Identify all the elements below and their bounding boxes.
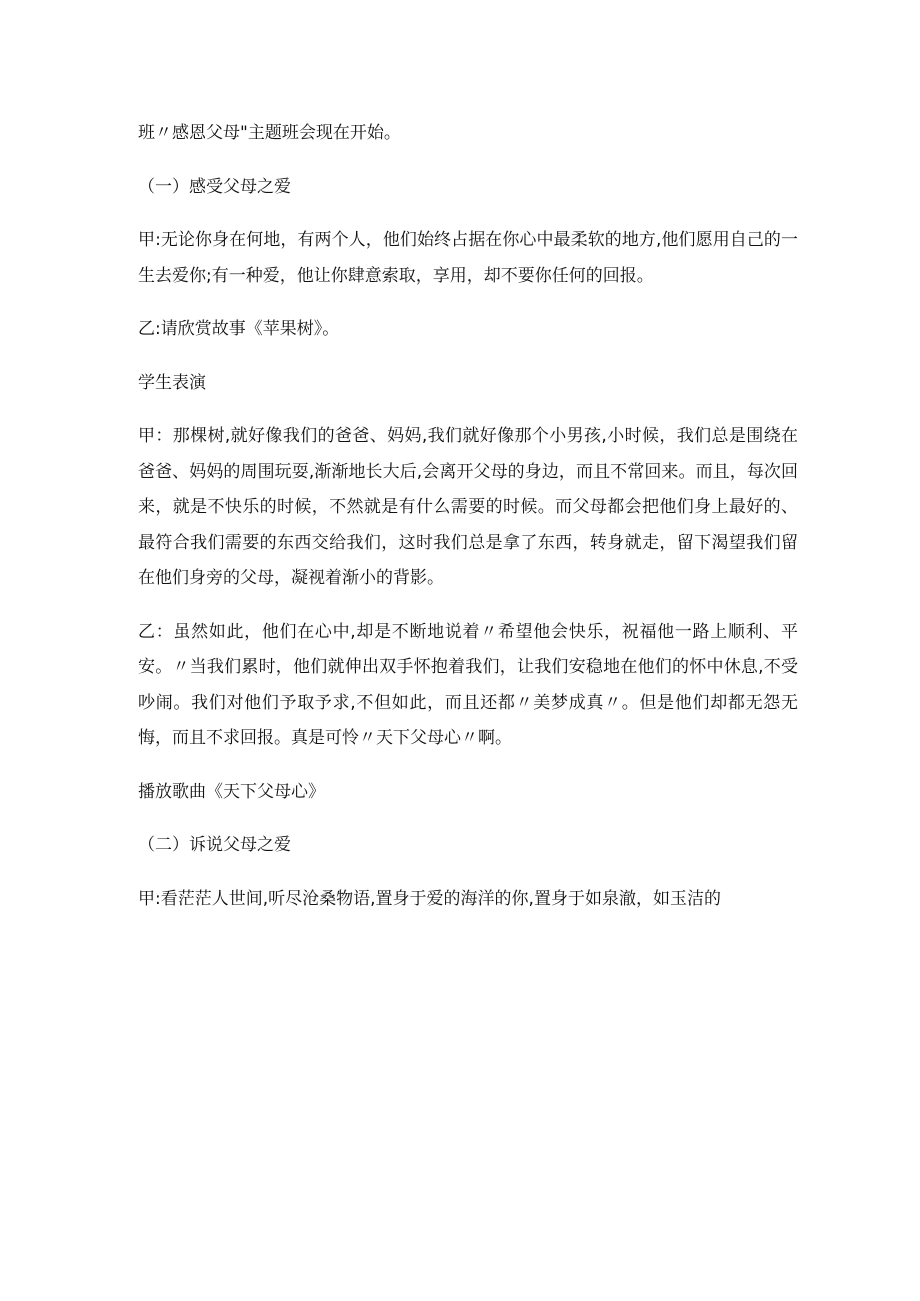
section-heading-tell-parents-love: （二）诉说父母之爱 xyxy=(138,835,291,855)
section-heading-feel-parents-love: （一）感受父母之爱 xyxy=(138,176,291,197)
stage-direction-student-performance: 学生表演 xyxy=(138,372,206,393)
stage-direction-play-song: 播放歌曲《天下父母心》 xyxy=(138,781,325,802)
intro-line: 班〃感恩父母"主题班会现在开始。 xyxy=(138,123,401,143)
dialogue-jia-3: 甲:看茫茫人世间,听尽沧桑物语,置身于爱的海洋的你,置身于如泉澈，如玉洁的 xyxy=(138,888,721,909)
dialogue-yi-1: 乙:请欣赏故事《苹果树》。 xyxy=(138,319,340,339)
dialogue-jia-1: 甲:无论你身在何地，有两个人，他们始终占据在你心中最柔软的地方,他们愿用自己的一生去爱你;有一种爱，他让你肆意索取，享用，却不要你任何的回报。 xyxy=(138,230,798,286)
document-body xyxy=(138,116,798,917)
dialogue-jia-2: 甲：那棵树,就好像我们的爸爸、妈妈,我们就好像那个小男孩,小时候，我们总是围绕在爸爸、妈妈的周围玩耍,渐渐地长大后,会离开父母的身边，而且不常回来。而且，每次回来，就是不快乐的时候，不然就是有什么需要的时候。而父母都会把他们身上最好的、最符合我们需要的东西交给我们，这时我们总是拿了东西，转身就走，留下渴望我们留在他们身旁的父母，凝视着渐小的背影。 xyxy=(138,426,798,588)
dialogue-yi-2: 乙：虽然如此，他们在心中,却是不断地说着〃希望他会快乐，祝福他一路上顺利、平安。〃当我们累时，他们就伸出双手怀抱着我们，让我们安稳地在他们的怀中休息,不受吵闹。我们对他们予取予求,不但如此，而且还都〃美梦成真〃。但是他们却都无怨无悔，而且不求回报。真是可怜〃天下父母心〃啊。 xyxy=(138,621,798,748)
